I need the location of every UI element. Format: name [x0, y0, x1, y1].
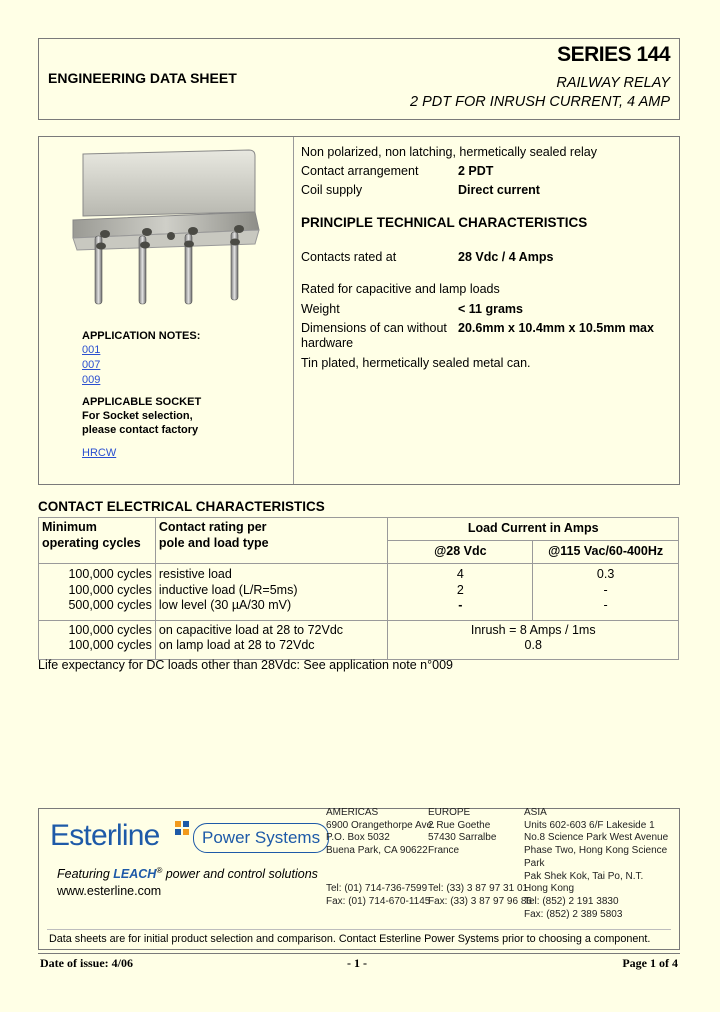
dc-current-cell — [388, 564, 533, 621]
disclaimer-divider — [47, 929, 671, 930]
app-note-link-007[interactable]: 007 — [82, 359, 101, 371]
asia-line: Units 602-603 6/F Lakeside 1 — [524, 819, 655, 831]
registered-mark: ® — [156, 866, 163, 875]
europe-line: 57430 Sarralbe — [428, 832, 497, 844]
logo-subtitle-text: Power Systems — [202, 828, 321, 847]
asia-address — [524, 807, 679, 921]
logo-mark-icon — [175, 821, 189, 835]
esterline-logo — [50, 821, 320, 857]
socket-link-hrcw[interactable]: HRCW — [82, 447, 117, 459]
europe-fax: Fax: (33) 3 87 97 96 86 — [428, 895, 532, 907]
cycles-value: 100,000 cycles — [68, 567, 152, 581]
cycles-value: 100,000 cycles — [68, 638, 152, 652]
contact-characteristics-table — [38, 517, 679, 660]
logo-subtitle — [193, 823, 329, 853]
header-rating-line1: Contact rating per — [158, 520, 267, 534]
footer-rule — [38, 953, 680, 954]
americas-line — [326, 858, 435, 871]
cycles-value: 500,000 cycles — [68, 598, 152, 612]
header-115vac: @115 Vac/60-400Hz — [533, 541, 679, 564]
americas-phone: Tel: (01) 714-736-7599 — [326, 883, 428, 895]
europe-line — [428, 858, 532, 871]
dimensions-label-cont: hardware — [301, 336, 354, 350]
app-note-link-009[interactable]: 009 — [82, 374, 101, 386]
americas-line: Buena Park, CA 90622 — [326, 845, 428, 857]
can-note: Tin plated, hermetically sealed metal can. — [301, 356, 531, 370]
weight-label: Weight — [301, 302, 340, 316]
americas-fax: Fax: (01) 714-670-1145 — [326, 895, 431, 907]
ac-current: - — [603, 582, 608, 597]
header-load-current: Load Current in Amps — [388, 518, 679, 541]
asia-line: Phase Two, Hong Kong Science Park — [524, 845, 668, 869]
inrush-current-cell — [388, 620, 679, 659]
asia-line: Hong Kong — [524, 883, 575, 895]
featuring-text — [57, 866, 318, 881]
dimensions-value: 20.6mm x 10.4mm x 10.5mm max — [458, 321, 654, 335]
issue-date: Date of issue: 4/06 — [40, 956, 133, 970]
contact-characteristics-title: CONTACT ELECTRICAL CHARACTERISTICS — [38, 499, 325, 514]
americas-title: AMERICAS — [326, 807, 379, 818]
life-expectancy-note: Life expectancy for DC loads other than 28Vdc: See application note n°009 — [38, 658, 453, 672]
coil-supply-label: Coil supply — [301, 183, 363, 197]
dc-current: - — [458, 598, 463, 612]
featuring-suffix: power and control solutions — [162, 867, 318, 882]
page-number: - 1 - — [347, 956, 367, 970]
ac-current-cell — [533, 564, 679, 621]
header-rating-line2: pole and load type — [158, 535, 269, 550]
relay-product-image — [65, 146, 261, 310]
cycles-cell — [39, 564, 156, 621]
contact-factory-text: please contact factory — [82, 424, 199, 436]
table-header-row — [39, 518, 679, 541]
table-row — [39, 620, 679, 659]
asia-title: ASIA — [524, 807, 547, 818]
table-row — [39, 564, 679, 621]
website-link[interactable]: www.esterline.com — [57, 884, 162, 898]
cycles-value: 100,000 cycles — [68, 582, 152, 597]
americas-line: P.O. Box 5032 — [326, 832, 390, 844]
cycles-value: 100,000 cycles — [68, 622, 152, 637]
header-cycles-line1: Minimum — [42, 520, 97, 534]
application-notes-title: APPLICATION NOTES: — [82, 330, 201, 342]
leach-brand: LEACH — [113, 867, 157, 882]
disclaimer-text: Data sheets are for initial product selection and comparison. Contact Esterline Power Systems prior to choosing a component. — [49, 933, 651, 945]
load-type: inductive load (L/R=5ms) — [158, 582, 298, 597]
asia-phone: Tel: (852) 2 191 3830 — [524, 895, 619, 907]
header-cycles — [39, 518, 156, 564]
product-info-box — [38, 136, 680, 485]
load-type: on capacitive load at 28 to 72Vdc — [158, 622, 344, 637]
americas-line: 6900 Orangethorpe Ave. — [326, 819, 435, 831]
box-divider — [293, 137, 294, 484]
engineering-data-sheet-title: ENGINEERING DATA SHEET — [48, 70, 237, 86]
header-cycles-line2: operating cycles — [42, 535, 141, 550]
contact-arrangement-label: Contact arrangement — [301, 164, 419, 178]
relay-type-subtitle: 2 PDT FOR INRUSH CURRENT, 4 AMP — [410, 94, 670, 110]
cycles-cell — [39, 620, 156, 659]
header-box — [38, 38, 680, 120]
ac-current: - — [603, 598, 608, 612]
asia-line: Pak Shek Kok, Tai Po, N.T. — [524, 870, 644, 882]
applicable-socket-title: APPLICABLE SOCKET — [82, 396, 202, 408]
europe-phone: Tel: (33) 3 87 97 31 01 — [428, 883, 529, 895]
load-type: resistive load — [158, 567, 232, 581]
header-contact-rating — [155, 518, 388, 564]
asia-line: No.8 Science Park West Avenue — [524, 832, 669, 844]
contacts-rated-value: 28 Vdc / 4 Amps — [458, 250, 554, 264]
contact-arrangement-value: 2 PDT — [458, 164, 494, 178]
ac-current: 0.3 — [596, 567, 615, 581]
dc-current: 4 — [456, 567, 464, 581]
load-type-cell — [155, 620, 388, 659]
americas-address — [326, 807, 435, 909]
featuring-prefix: Featuring — [57, 867, 114, 882]
header-28vdc: @28 Vdc — [388, 541, 533, 564]
railway-relay-subtitle: RAILWAY RELAY — [556, 75, 670, 91]
americas-line — [326, 871, 435, 884]
europe-line: France — [428, 845, 460, 857]
coil-supply-value: Direct current — [458, 183, 540, 197]
europe-title: EUROPE — [428, 807, 471, 818]
dimensions-label: Dimensions of can without — [301, 321, 447, 335]
company-info-box — [38, 808, 680, 950]
load-type: low level (30 µA/30 mV) — [158, 598, 292, 612]
series-title: SERIES 144 — [557, 43, 670, 66]
logo-text: Esterline — [50, 819, 160, 852]
rated-for-loads: Rated for capacitive and lamp loads — [301, 282, 500, 296]
europe-address — [428, 807, 532, 909]
app-note-link-001[interactable]: 001 — [82, 344, 101, 356]
europe-line — [428, 871, 532, 884]
relay-description: Non polarized, non latching, hermetically sealed relay — [301, 145, 597, 159]
weight-value: < 11 grams — [458, 302, 523, 316]
load-type-cell — [155, 564, 388, 621]
load-type: on lamp load at 28 to 72Vdc — [158, 638, 315, 652]
page-of: Page 1 of 4 — [622, 956, 678, 970]
europe-line: 2 Rue Goethe — [428, 819, 491, 831]
asia-fax: Fax: (852) 2 389 5803 — [524, 908, 623, 920]
socket-selection-text: For Socket selection, — [82, 410, 193, 422]
contacts-rated-label: Contacts rated at — [301, 250, 397, 264]
inrush-value: Inrush = 8 Amps / 1ms — [470, 622, 596, 637]
dc-current: 2 — [456, 582, 464, 597]
lamp-load-value: 0.8 — [524, 638, 542, 652]
principle-characteristics-title: PRINCIPLE TECHNICAL CHARACTERISTICS — [301, 215, 588, 230]
